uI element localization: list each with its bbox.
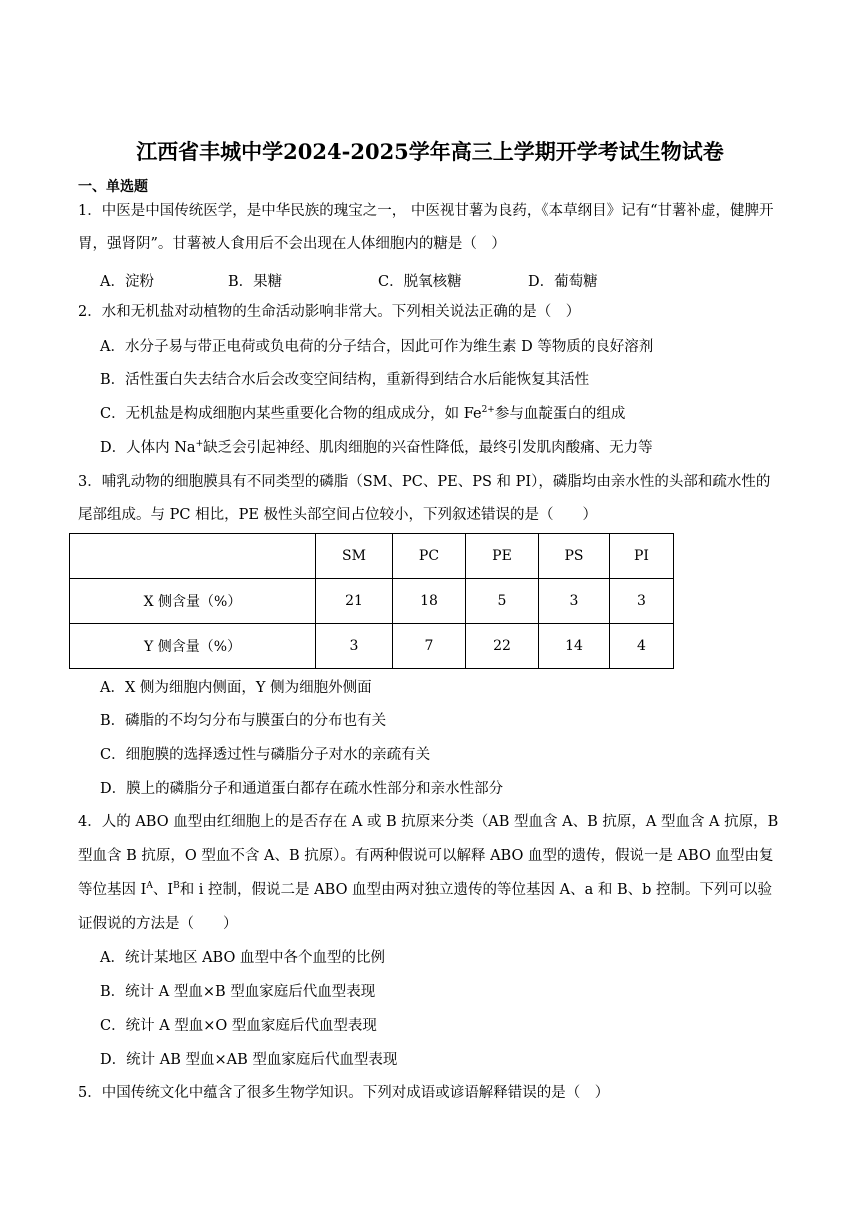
exam-title: 江西省丰城中学2024-2025学年高三上学期开学考试生物试卷	[136, 139, 724, 164]
question-1-options	[100, 270, 598, 291]
table-cell: 7	[393, 624, 466, 669]
table-cell: 21	[316, 579, 393, 624]
phospholipid-table	[69, 533, 674, 669]
table-cell: 5	[466, 579, 539, 624]
question-3-option-a: A．X 侧为细胞内侧面，Y 侧为细胞外侧面	[100, 680, 372, 696]
table-cell: 14	[539, 624, 610, 669]
table-header-cell: PS	[539, 534, 610, 579]
question-1-stem: 1．中医是中国传统医学，是中华民族的瑰宝之一， 中医视甘薯为良药，《本草纲目》记有“甘薯补虚，健脾开胃，强肾阴”。甘薯被人食用后不会出现在人体细胞内的糖是（ ）	[78, 203, 774, 252]
table-cell: 3	[610, 579, 674, 624]
question-2-option-d: D．人体内 Na+缺乏会引起神经、肌肉细胞的兴奋性降低，最终引发肌肉酸痛、无力等	[100, 439, 653, 456]
question-4-stem-line-1: 4．人的 ABO 血型由红细胞上的是否存在 A 或 B 抗原来分类（AB 型血含 A、B 抗原，A 型血含 A 抗原，B	[78, 814, 779, 830]
question-2-option-a: A．水分子易与带正电荷或负电荷的分子结合，因此可作为维生素 D 等物质的良好溶剂	[100, 339, 654, 355]
table-cell: X 侧含量（%）	[70, 579, 316, 624]
table-header-cell: PC	[393, 534, 466, 579]
question-4-option-c: C．统计 A 型血×O 型血家庭后代血型表现	[100, 1018, 377, 1034]
table-header-cell: PI	[610, 534, 674, 579]
question-3-stem: 3．哺乳动物的细胞膜具有不同类型的磷脂（SM、PC、PE、PS 和 PI），磷脂均由亲水性的头部和疏水性的尾部组成。与 PC 相比，PE 极性头部空间占位较小，下列叙述错误的是（ ）	[78, 474, 771, 523]
question-1-option-b: B．果糖	[228, 274, 283, 290]
question-4-stem-line-2: 型血含 B 抗原，O 型血不含 A、B 抗原）。有两种假说可以解释 ABO 血型的遗传，假说一是 ABO 血型由复	[78, 848, 774, 864]
table-header-row	[70, 534, 674, 579]
question-4-option-a: A．统计某地区 ABO 血型中各个血型的比例	[100, 950, 385, 966]
table-row	[70, 579, 674, 624]
table-cell: 3	[316, 624, 393, 669]
question-2-option-c: C．无机盐是构成细胞内某些重要化合物的组成成分，如 $Fe^{2+}$参与血靛蛋白的组成	[100, 405, 626, 422]
question-5-stem: 5．中国传统文化中蕴含了很多生物学知识。下列对成语或谚语解释错误的是（ ）	[78, 1085, 610, 1101]
question-3-option-c: C．细胞膜的选择透过性与磷脂分子对水的亲疏有关	[100, 747, 431, 763]
question-4-option-b: B．统计 A 型血×B 型血家庭后代血型表现	[100, 984, 376, 1000]
question-4-stem-line-3: 等位基因 $I^A$、$I^B$和 i 控制，假说二是 ABO 血型由两对独立遗传的等位基因 A、a 和 B、b 控制。下列可以验	[78, 881, 773, 898]
question-3-option-d: D．膜上的磷脂分子和通道蛋白都存在疏水性部分和亲水性部分	[100, 781, 504, 797]
table-header-cell	[70, 534, 316, 579]
table-cell: Y 侧含量（%）	[70, 624, 316, 669]
question-2-option-b: B．活性蛋白失去结合水后会改变空间结构，重新得到结合水后能恢复其活性	[100, 372, 590, 388]
question-2-stem: 2．水和无机盐对动植物的生命活动影响非常大。下列相关说法正确的是（ ）	[78, 304, 581, 320]
question-1-option-a: A．淀粉	[100, 274, 154, 290]
question-3-option-b: B．磷脂的不均匀分布与膜蛋白的分布也有关	[100, 713, 387, 729]
table-header-cell: SM	[316, 534, 393, 579]
table-cell: 18	[393, 579, 466, 624]
question-1-option-d: D．葡萄糖	[528, 274, 598, 290]
table-header-cell: PE	[466, 534, 539, 579]
question-1-option-c: C．脱氧核糖	[378, 274, 462, 290]
question-4-option-d: D．统计 AB 型血×AB 型血家庭后代血型表现	[100, 1052, 398, 1068]
section-heading: 一、单选题	[78, 179, 148, 195]
table-cell: 22	[466, 624, 539, 669]
table-row	[70, 624, 674, 669]
table-cell: 4	[610, 624, 674, 669]
table-cell: 3	[539, 579, 610, 624]
question-4-stem-line-4: 证假说的方法是（ ）	[78, 916, 238, 932]
